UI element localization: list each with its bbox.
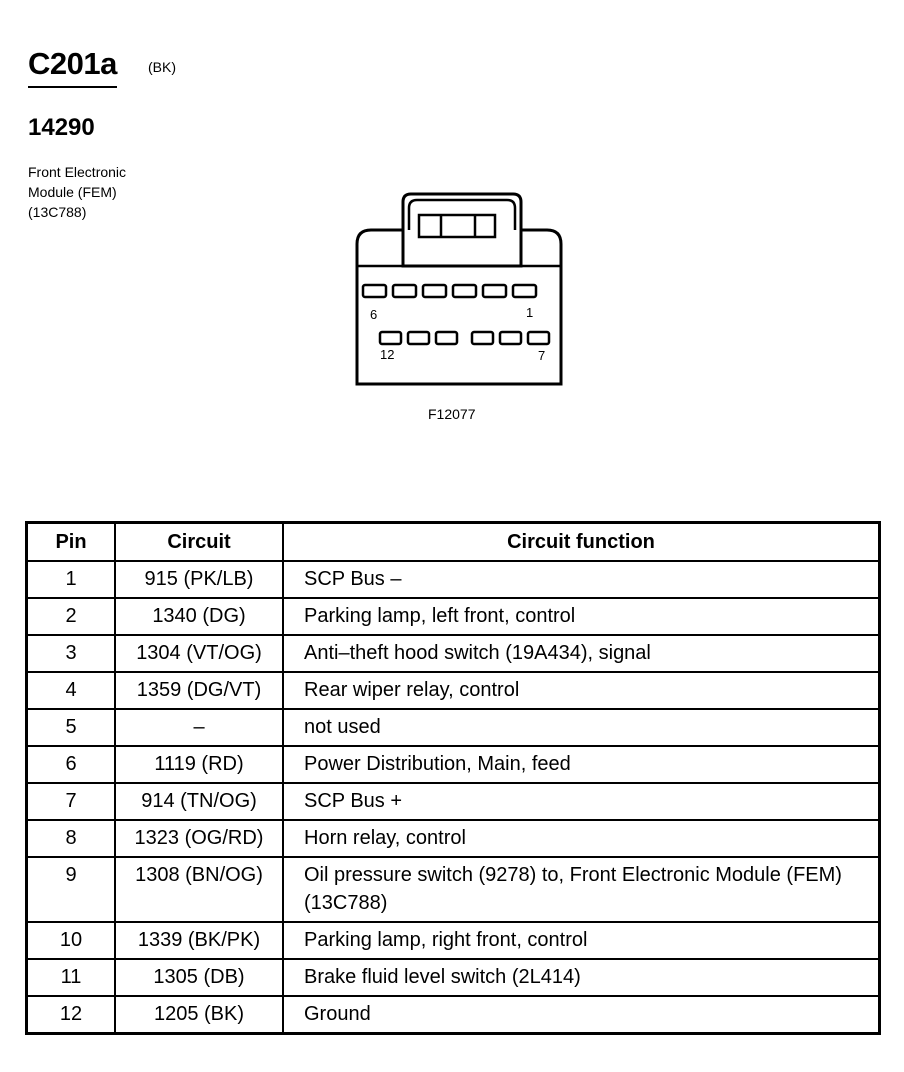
- table-header-row: [27, 523, 880, 562]
- function-cell: not used: [283, 709, 880, 746]
- function-cell: Parking lamp, left front, control: [283, 598, 880, 635]
- pin-cell: 9: [27, 857, 116, 922]
- circuit-cell: 915 (PK/LB): [115, 561, 283, 598]
- module-description-line: Module (FEM): [28, 184, 117, 200]
- function-cell: SCP Bus +: [283, 783, 880, 820]
- function-cell: Anti–theft hood switch (19A434), signal: [283, 635, 880, 672]
- circuit-cell: 1304 (VT/OG): [115, 635, 283, 672]
- pin-cell: 10: [27, 922, 116, 959]
- function-cell: Rear wiper relay, control: [283, 672, 880, 709]
- pin-label-1: 1: [526, 305, 534, 320]
- pinout-table: [25, 521, 881, 1035]
- table-row: [27, 996, 880, 1034]
- pin-cell: 6: [27, 746, 116, 783]
- circuit-cell: 1119 (RD): [115, 746, 283, 783]
- module-description-line: Front Electronic: [28, 164, 127, 180]
- table-row: [27, 635, 880, 672]
- table-row: [27, 598, 880, 635]
- function-cell: Oil pressure switch (9278) to, Front Electronic Module (FEM) (13C788): [283, 857, 880, 922]
- pin-cell: 1: [27, 561, 116, 598]
- pin-cell: 12: [27, 996, 116, 1034]
- circuit-cell: 1339 (BK/PK): [115, 922, 283, 959]
- module-description-line: (13C788): [28, 204, 87, 220]
- connector-id: C201a: [28, 44, 117, 88]
- module-description: [28, 162, 126, 222]
- circuit-cell: 1340 (DG): [115, 598, 283, 635]
- function-cell: Brake fluid level switch (2L414): [283, 959, 880, 996]
- circuit-cell: 1359 (DG/VT): [115, 672, 283, 709]
- column-header-circuit-function: Circuit function: [283, 523, 880, 562]
- pin-cell: 4: [27, 672, 116, 709]
- table-row: [27, 709, 880, 746]
- circuit-cell: 1323 (OG/RD): [115, 820, 283, 857]
- table-row: [27, 561, 880, 598]
- pin-label-7: 7: [538, 348, 546, 363]
- pin-cell: 11: [27, 959, 116, 996]
- function-cell: Power Distribution, Main, feed: [283, 746, 880, 783]
- table-row: [27, 783, 880, 820]
- circuit-cell: –: [115, 709, 283, 746]
- table-row: [27, 746, 880, 783]
- connector-face-diagram: [345, 188, 575, 393]
- pin-cell: 5: [27, 709, 116, 746]
- connector-color: (BK): [148, 59, 176, 75]
- pin-cell: 3: [27, 635, 116, 672]
- pin-cell: 7: [27, 783, 116, 820]
- pin-label-12: 12: [380, 347, 395, 362]
- circuit-cell: 1205 (BK): [115, 996, 283, 1034]
- figure-id: F12077: [428, 406, 476, 422]
- table-row: [27, 857, 880, 922]
- function-cell: SCP Bus –: [283, 561, 880, 598]
- circuit-cell: 1308 (BN/OG): [115, 857, 283, 922]
- table-row: [27, 672, 880, 709]
- circuit-cell: 1305 (DB): [115, 959, 283, 996]
- pin-cell: 2: [27, 598, 116, 635]
- circuit-cell: 914 (TN/OG): [115, 783, 283, 820]
- column-header-pin: Pin: [27, 523, 116, 562]
- function-cell: Ground: [283, 996, 880, 1034]
- pin-label-6: 6: [370, 307, 378, 322]
- part-number: 14290: [28, 114, 95, 141]
- function-cell: Horn relay, control: [283, 820, 880, 857]
- column-header-circuit: Circuit: [115, 523, 283, 562]
- pin-cell: 8: [27, 820, 116, 857]
- table-row: [27, 959, 880, 996]
- table-row: [27, 922, 880, 959]
- function-cell: Parking lamp, right front, control: [283, 922, 880, 959]
- table-row: [27, 820, 880, 857]
